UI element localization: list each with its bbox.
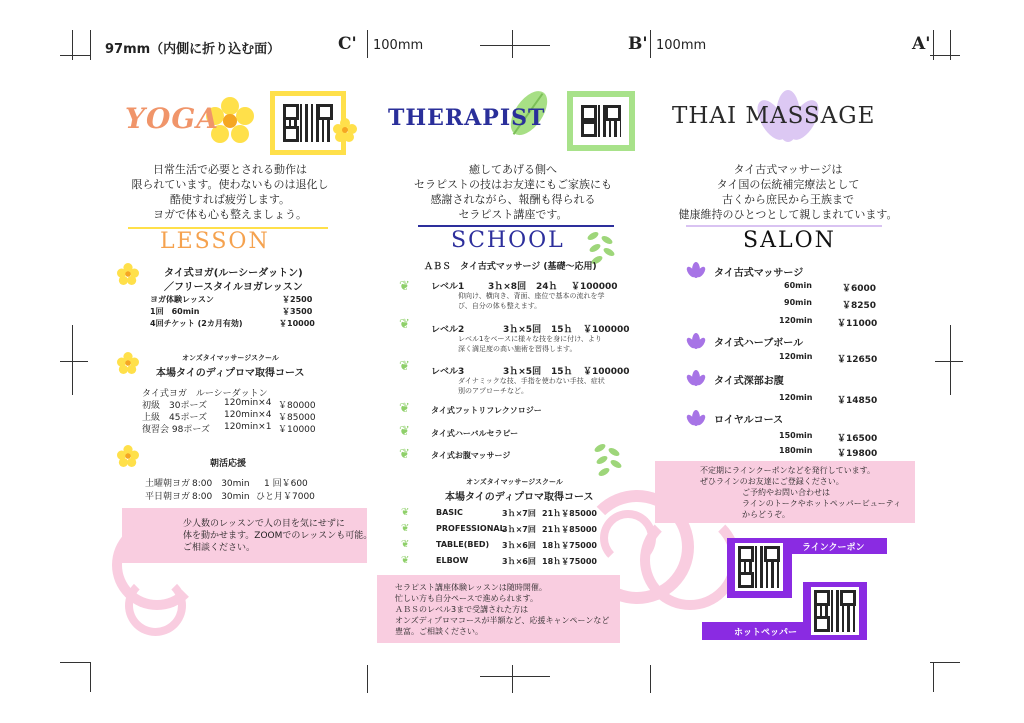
crop-mark xyxy=(60,662,90,663)
lotus-icon xyxy=(686,262,706,282)
level-hours: 15ｈ xyxy=(551,367,573,377)
line-coupon-label: ラインクーポン xyxy=(802,543,865,553)
therapist-school-name: オンズタイマッサージスクール xyxy=(466,478,563,486)
lotus-icon xyxy=(686,333,706,353)
diploma-price: 18ｈ￥75000 xyxy=(542,557,597,566)
menu-price: ￥11000 xyxy=(837,319,878,329)
crop-mark xyxy=(72,325,73,395)
extra-course: タイ式ハーバルセラピー xyxy=(431,429,519,438)
crop-mark xyxy=(60,55,90,56)
crop-mark xyxy=(480,676,550,677)
menu-time: 120min xyxy=(779,393,813,402)
therapist-note: セラピスト講座体験レッスンは随時開催。 忙しい方も自分ペースで進められます。 ＡＢＳのレベル3まで受講された方は オンズディプロマコースが半額など、応援キャンペーンなど 豊富。ご相談ください。 xyxy=(395,583,610,636)
diploma-sessions: 3ｈ×6回 xyxy=(502,541,536,550)
yoga-title: YOGA xyxy=(125,102,220,135)
menu-time: 120min xyxy=(779,316,813,325)
level-sessions: 3ｈ×8回 xyxy=(488,282,527,292)
lotus-icon xyxy=(686,410,706,430)
leaf-icon: ❦ xyxy=(401,555,410,566)
level-desc: レベル1をベースに様々な技を身に付け、より深く満足度の高い施術を習得します。 xyxy=(458,335,602,353)
yoga-price-value: ￥10000 xyxy=(279,319,315,328)
crop-mark xyxy=(930,662,960,663)
level-sessions: 3ｈ×5回 xyxy=(503,325,542,335)
leaf-icon: ❦ xyxy=(399,279,410,294)
crop-mark xyxy=(480,45,550,46)
abs-course-header: ＡＢＳ タイ古式マッサージ (基礎～応用) xyxy=(424,262,597,272)
yoga-diploma-time: 120min×4 xyxy=(224,410,272,420)
level-price: ￥100000 xyxy=(583,367,630,377)
yoga-price-value: ￥2500 xyxy=(282,295,313,304)
level-label: レベル3 xyxy=(431,367,465,377)
flower-icon xyxy=(117,263,139,289)
crop-mark xyxy=(72,30,73,60)
therapist-intro: 癒してあげる側へ セラピストの技はお友達にもご家族にも 感謝されながら、報酬も得られる セラピスト講座です。 xyxy=(414,163,612,221)
crop-mark xyxy=(367,665,368,693)
yoga-price-label: 4回チケット (2カ月有効) xyxy=(150,319,243,328)
yoga-diploma-price: ￥10000 xyxy=(278,425,316,435)
menu-price: ￥8250 xyxy=(842,301,877,311)
level-sessions: 3ｈ×5回 xyxy=(503,367,542,377)
fold-letter-c: C' xyxy=(338,34,357,54)
massage-title: THAI MASSAGE xyxy=(672,103,876,129)
therapist-qr-code[interactable] xyxy=(567,91,635,151)
menu-name: タイ古式マッサージ xyxy=(714,268,804,279)
crop-mark xyxy=(60,361,88,362)
swirl-decoration xyxy=(640,510,740,610)
level-price: ￥100000 xyxy=(583,325,630,335)
menu-name: タイ式深部お腹 xyxy=(714,376,784,387)
diploma-label: PROFESSIONAL xyxy=(436,524,505,533)
massage-intro: タイ古式マッサージは タイ国の伝統補完療法として 古くから庶民から王族まで 健康維持のひとつとして親しまれています。 xyxy=(678,163,898,221)
yoga-diploma-title: 本場タイのディプロマ取得コース xyxy=(156,368,305,379)
menu-time: 60min xyxy=(784,281,812,290)
menu-name: タイ式ハーブボール xyxy=(714,338,804,349)
level-label: レベル1 xyxy=(431,282,465,292)
diploma-price: 21ｈ￥85000 xyxy=(542,525,597,534)
salon-heading: SALON xyxy=(743,228,836,253)
menu-price: ￥19800 xyxy=(837,449,878,459)
crop-mark xyxy=(933,662,934,692)
diploma-label: BASIC xyxy=(436,508,463,517)
yoga-course1-title2: ／フリースタイルヨガレッスン xyxy=(164,282,303,293)
leaf-icon: ❦ xyxy=(399,359,410,374)
yoga-diploma-time: 120min×1 xyxy=(224,422,272,432)
menu-name: ロイヤルコース xyxy=(714,415,784,426)
morning-price: ひと月￥7000 xyxy=(256,492,315,502)
yoga-diploma-label: 初級 30ポーズ xyxy=(142,401,208,411)
morning-label: 平日朝ヨガ xyxy=(145,492,191,502)
leaf-icon: ❦ xyxy=(399,317,410,332)
leaf-sprig xyxy=(590,440,626,484)
diploma-sessions: 3ｈ×7回 xyxy=(502,525,536,534)
morning-time: 8:00 30min xyxy=(192,492,250,502)
school-heading: SCHOOL xyxy=(451,228,565,253)
yoga-intro: 日常生活で必要とされる動作は 限られています。使わないものは退化し 酷使すれば疲労します。 ヨガで体も心も整えましょう。 xyxy=(131,163,329,221)
diploma-sessions: 3ｈ×6回 xyxy=(502,557,536,566)
line-qr-code[interactable] xyxy=(735,543,783,591)
flower-icon xyxy=(117,445,139,471)
level-price: ￥100000 xyxy=(571,282,618,292)
diploma-price: 18ｈ￥75000 xyxy=(542,541,597,550)
fold-letter-a: A' xyxy=(912,34,931,54)
extra-course: タイ式お腹マッサージ xyxy=(431,451,511,460)
morning-time: 8:00 30min xyxy=(192,479,250,489)
diploma-label: TABLE(BED) xyxy=(436,540,490,549)
yoga-price-label: ヨガ体験レッスン xyxy=(150,295,214,304)
menu-time: 180min xyxy=(779,446,813,455)
morning-title: 朝活応援 xyxy=(210,459,247,469)
crop-mark xyxy=(367,30,368,58)
menu-time: 150min xyxy=(779,431,813,440)
leaf-icon: ❦ xyxy=(401,539,410,550)
menu-price: ￥12650 xyxy=(837,355,878,365)
diploma-price: 21ｈ￥85000 xyxy=(542,509,597,518)
extra-course: タイ式フットリフレクソロジー xyxy=(431,406,542,415)
level-hours: 15ｈ xyxy=(551,325,573,335)
fold-label-right: 100mm xyxy=(656,38,707,53)
crop-mark xyxy=(935,361,963,362)
crop-mark xyxy=(90,662,91,692)
yoga-flower-small xyxy=(333,118,357,146)
yoga-note: 少人数のレッスンで人の目を気にせずに 体を動かせます。ZOOMでのレッスンも可能。 ご相談ください。 xyxy=(183,519,373,553)
yoga-price-label: 1回 60min xyxy=(150,307,200,316)
morning-price: 1 回￥600 xyxy=(264,479,308,489)
yoga-diploma-price: ￥85000 xyxy=(278,413,316,423)
fold-letter-b: B' xyxy=(628,34,648,54)
yoga-price-value: ￥3500 xyxy=(282,307,313,316)
massage-note: 不定期にラインクーポンなどを発行しています。 ぜひラインのお友達にご登録ください。 ご予約やお問い合わせは ラインのトークやホットペッパービューティ からどうぞ。 xyxy=(700,466,902,519)
crop-mark xyxy=(650,30,651,58)
menu-price: ￥14850 xyxy=(837,396,878,406)
therapist-diploma-title: 本場タイのディプロマ取得コース xyxy=(445,492,594,503)
yoga-diploma-label: 上級 45ポーズ xyxy=(142,413,208,423)
leaf-icon: ❦ xyxy=(399,401,410,416)
crop-mark xyxy=(512,665,513,693)
leaf-icon: ❦ xyxy=(401,507,410,518)
diploma-label: ELBOW xyxy=(436,556,469,565)
menu-price: ￥16500 xyxy=(837,434,878,444)
leaf-icon: ❦ xyxy=(399,447,410,462)
hotpepper-qr-code[interactable] xyxy=(811,587,859,635)
yoga-school-name: オンズタイマッサージスクール xyxy=(182,354,279,362)
yoga-diploma-time: 120min×4 xyxy=(224,398,272,408)
morning-label: 土曜朝ヨガ xyxy=(145,479,191,489)
diploma-sessions: 3ｈ×7回 xyxy=(502,509,536,518)
leaf-icon: ❦ xyxy=(401,523,410,534)
menu-time: 120min xyxy=(779,352,813,361)
fold-label-mid: 100mm xyxy=(373,38,424,53)
level-hours: 24ｈ xyxy=(536,282,558,292)
crop-mark xyxy=(650,665,651,693)
crop-mark xyxy=(930,55,960,56)
flower-icon xyxy=(117,352,139,378)
lesson-heading: LESSON xyxy=(160,229,270,254)
level-label: レベル2 xyxy=(431,325,465,335)
menu-time: 90min xyxy=(784,298,812,307)
yoga-diploma-price: ￥80000 xyxy=(278,401,316,411)
crop-mark xyxy=(933,30,934,60)
crop-mark xyxy=(950,30,951,60)
yoga-course1-title1: タイ式ヨガ(ルーシーダットン) xyxy=(164,268,303,279)
crop-mark xyxy=(950,325,951,395)
crop-mark xyxy=(512,30,513,58)
yoga-diploma-label: 復習会 98ポーズ xyxy=(142,425,210,435)
lotus-icon xyxy=(686,370,706,390)
yoga-diploma-subtitle: タイ式ヨガ ルーシーダットン xyxy=(142,389,268,399)
therapist-title: THERAPIST xyxy=(388,105,546,131)
menu-price: ￥6000 xyxy=(842,284,877,294)
swirl-decoration xyxy=(125,575,186,636)
leaf-icon: ❦ xyxy=(399,424,410,439)
level-desc: 仰向け、横向き、背面、座位で基本の流れを学び、自分の体も整えます。 xyxy=(458,292,605,310)
massage-divider xyxy=(686,225,882,227)
therapist-divider xyxy=(418,225,614,227)
crop-mark xyxy=(90,30,91,60)
fold-label-left: 97mm（内側に折り込む面） xyxy=(105,42,281,57)
level-desc: ダイナミックな技、手指を使わない手技、症状別のアプローチなど。 xyxy=(458,377,605,395)
hotpepper-label: ホットペッパー xyxy=(734,628,798,638)
